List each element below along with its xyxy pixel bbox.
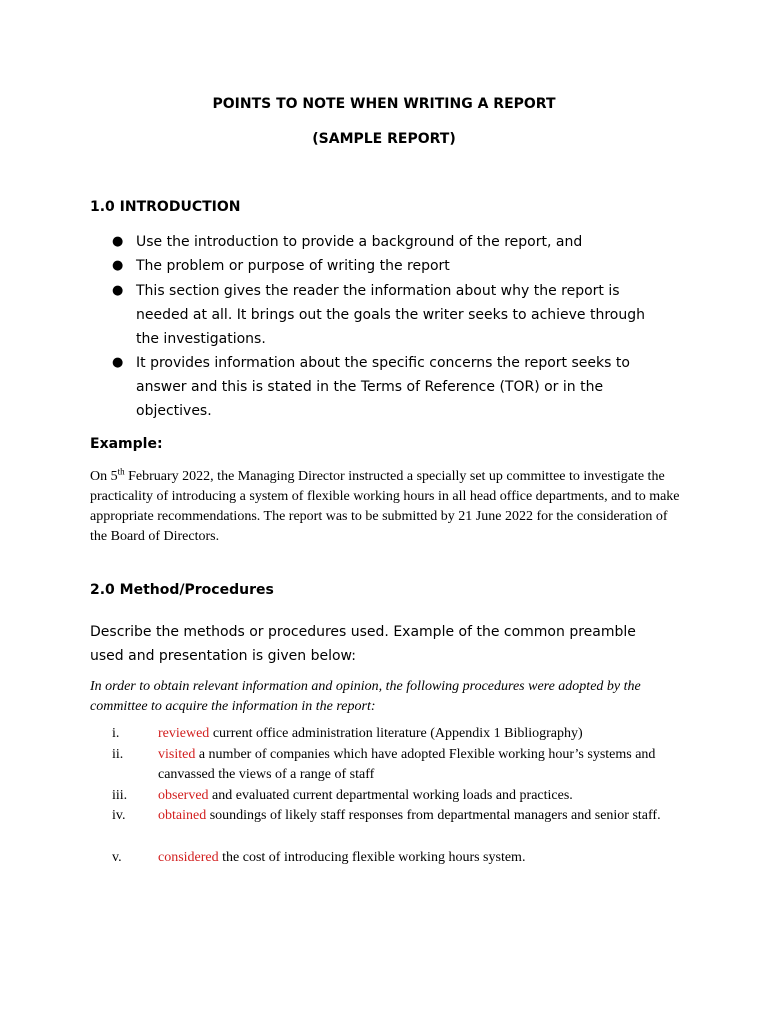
item-rest: current office administration literature (Appendix 1 Bibliography) bbox=[209, 726, 583, 741]
list-item bbox=[0, 254, 768, 278]
item-text bbox=[158, 786, 678, 806]
item-rest: soundings of likely staff responses from departmental managers and senior staff. bbox=[206, 808, 661, 823]
item-verb: reviewed bbox=[158, 726, 210, 741]
bullet-text: The problem or purpose of writing the report bbox=[136, 258, 450, 274]
method-preamble: In order to obtain relevant information and opinion, the following procedures were adopted by the committee to acquire the information in the report: bbox=[90, 679, 641, 714]
item-verb: obtained bbox=[158, 808, 207, 823]
item-text bbox=[158, 724, 678, 744]
item-number: iii. bbox=[112, 788, 128, 803]
document-title: POINTS TO NOTE WHEN WRITING A REPORT bbox=[212, 96, 556, 112]
item-number: ii. bbox=[112, 747, 124, 762]
item-rest: and evaluated current departmental working loads and practices. bbox=[208, 788, 573, 803]
example-heading: Example: bbox=[90, 436, 163, 452]
method-description: Describe the methods or procedures used. Example of the common preamble used and presentation is given below: bbox=[90, 624, 636, 664]
item-rest: a number of companies which have adopted Flexible working hour’s systems and canvassed the views of a range of staff bbox=[158, 747, 656, 782]
bullet-icon: ● bbox=[112, 283, 124, 298]
list-item bbox=[0, 745, 768, 785]
list-item bbox=[0, 351, 768, 423]
example-paragraph bbox=[90, 467, 680, 547]
bullet-icon: ● bbox=[112, 234, 124, 249]
item-text bbox=[158, 848, 678, 868]
item-verb: visited bbox=[158, 747, 196, 762]
list-item bbox=[0, 786, 768, 806]
list-item bbox=[0, 806, 768, 846]
list-item bbox=[0, 279, 768, 351]
bullet-icon: ● bbox=[112, 258, 124, 273]
document-subtitle: (SAMPLE REPORT) bbox=[312, 131, 456, 147]
example-prefix: On 5 bbox=[90, 469, 118, 484]
section-heading-method: 2.0 Method/Procedures bbox=[90, 582, 274, 598]
item-number: i. bbox=[112, 726, 120, 741]
item-verb: observed bbox=[158, 788, 209, 803]
example-superscript: th bbox=[117, 466, 125, 477]
list-item bbox=[0, 230, 768, 254]
bullet-icon: ● bbox=[112, 355, 124, 370]
item-text bbox=[158, 806, 678, 826]
section-heading-introduction: 1.0 INTRODUCTION bbox=[90, 199, 241, 215]
bullet-text: It provides information about the specific concerns the report seeks to answer and this is stated in the Terms of Reference (TOR) or in the objectives. bbox=[136, 355, 630, 419]
list-item bbox=[0, 848, 768, 868]
example-text: February 2022, the Managing Director instructed a specially set up committee to investigate the practicality of introducing a system of flexible working hours in all head office departments, and to make appropriate recommendations. The report was to be submitted by 21 June 2022 for the consideration of the Board of Directors. bbox=[90, 469, 680, 544]
list-item bbox=[0, 724, 768, 744]
item-text bbox=[158, 745, 678, 785]
bullet-text: This section gives the reader the information about why the report is needed at all. It brings out the goals the writer seeks to achieve through the investigations. bbox=[136, 283, 646, 347]
item-verb: considered bbox=[158, 850, 219, 865]
item-rest: the cost of introducing flexible working hours system. bbox=[218, 850, 526, 865]
bullet-text: Use the introduction to provide a background of the report, and bbox=[136, 234, 583, 250]
item-number: v. bbox=[112, 850, 122, 865]
item-number: iv. bbox=[112, 808, 126, 823]
